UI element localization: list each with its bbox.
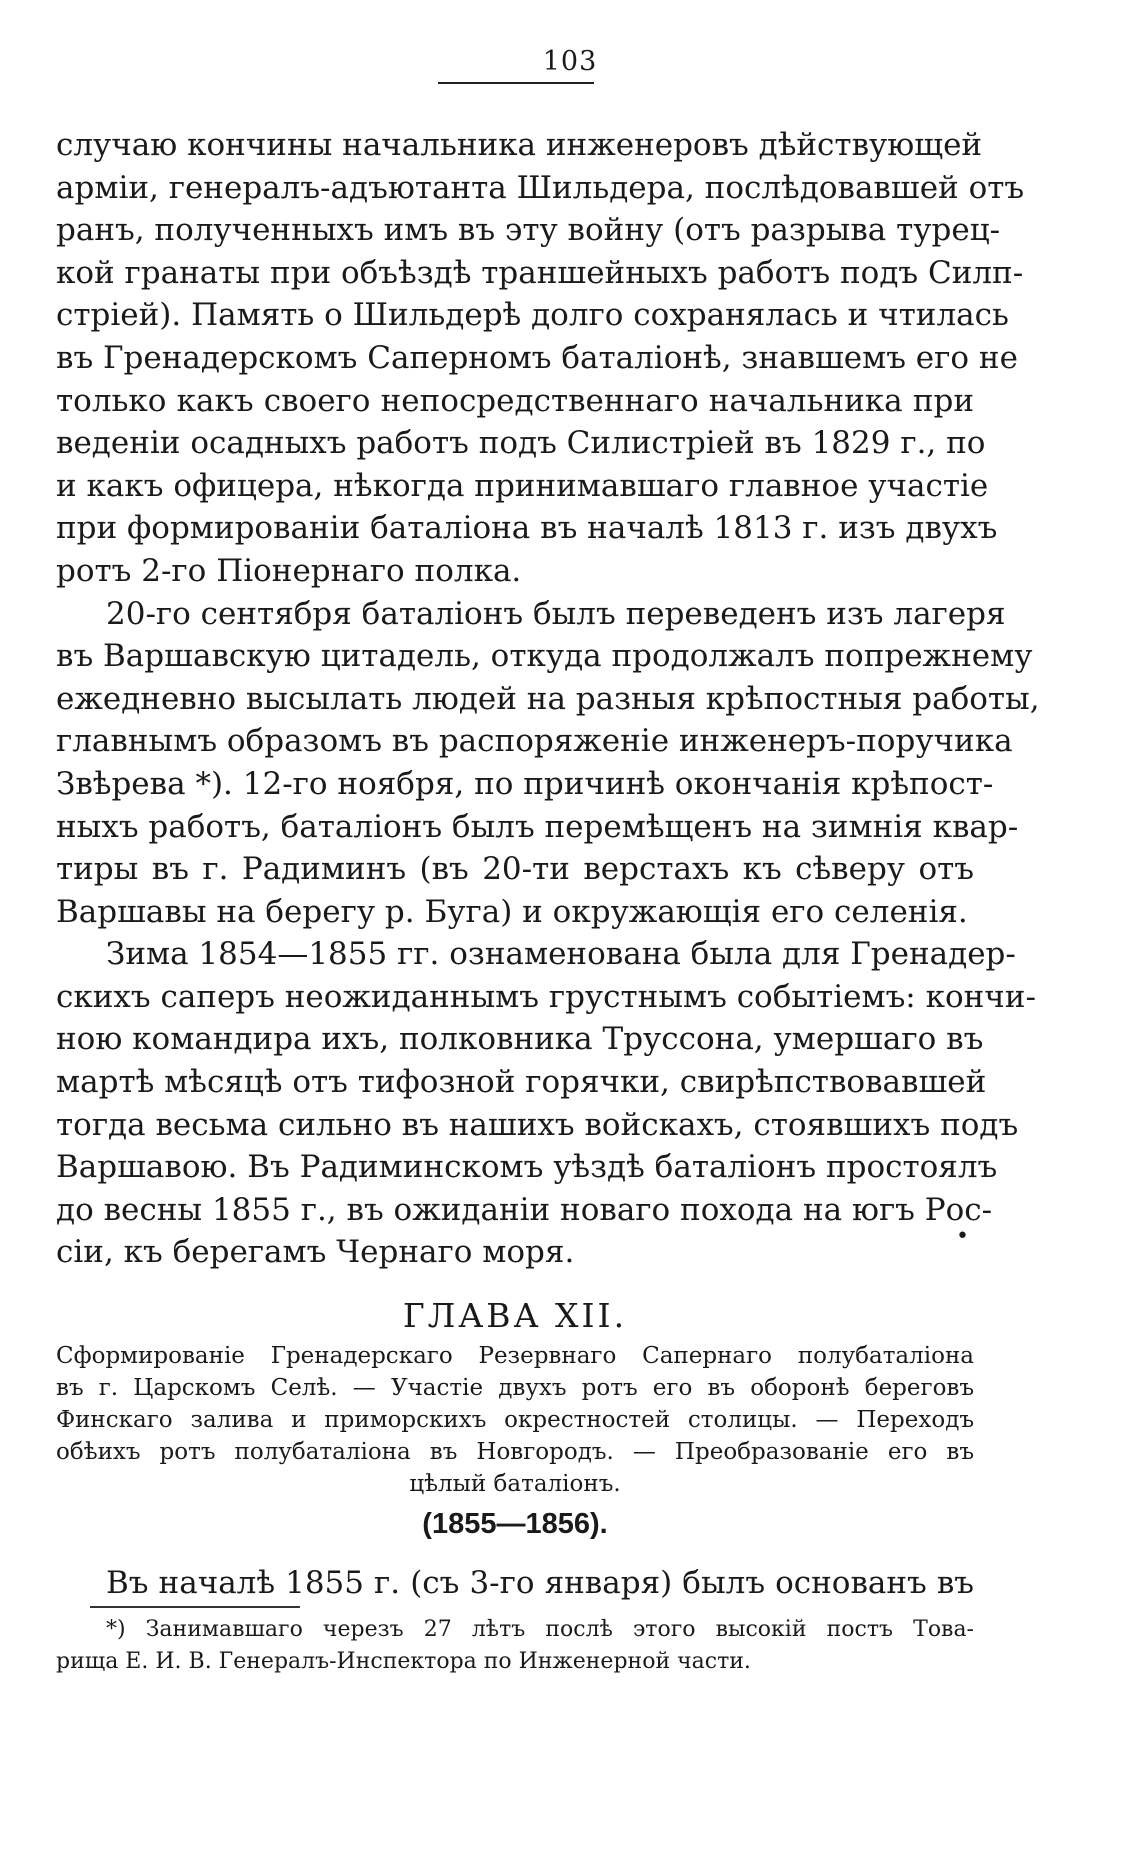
text-line: Варшавы на берегу р. Буга) и окружающія его селенія. — [56, 893, 968, 930]
text-line: Въ началѣ 1855 г. (съ 3-го января) былъ основанъ въ — [106, 1565, 974, 1601]
text-line: сіи, къ берегамъ Чернаго моря. — [56, 1234, 575, 1271]
summary-line: Сформированіе Гренадерскаго Резервнаго Сапернаго полубаталіона — [56, 1343, 974, 1369]
text-line: кой гранаты при объѣздѣ траншейныхъ работъ подъ Силп- — [56, 254, 1024, 291]
chapter-years: (1855—1856). — [422, 1508, 608, 1540]
chapter-summary — [56, 1340, 974, 1500]
footnote-rule — [90, 1606, 300, 1608]
text-line: тогда весьма сильно въ нашихъ войскахъ, стоявшихъ подъ — [56, 1106, 1019, 1143]
text-line: ротъ 2-го Піонернаго полка. — [56, 552, 522, 589]
text-line: веденіи осадныхъ работъ подъ Силистріей въ 1829 г., по — [56, 425, 986, 462]
text-line: въ Варшавскую цитадель, откуда продолжалъ попрежнему — [56, 638, 1033, 675]
text-line: арміи, генералъ-адъютанта Шильдера, послѣдовавшей отъ — [56, 169, 1025, 206]
text-line: мартѣ мѣсяцѣ отъ тифозной горячки, свирѣпствовавшей — [56, 1064, 987, 1101]
footnote — [56, 1614, 974, 1678]
footnote-line: рища Е. И. В. Генералъ-Инспектора по Инженерной части. — [56, 1649, 751, 1674]
text-line: Зима 1854—1855 гг. ознаменована была для Гренадер- — [106, 936, 1016, 973]
text-line: скихъ саперъ неожиданнымъ грустнымъ событіемъ: кончи- — [56, 978, 1036, 1015]
text-line: въ Гренадерскомъ Саперномъ баталіонѣ, знавшемъ его не — [56, 339, 1018, 376]
body-text — [56, 124, 1040, 1274]
text-line: случаю кончины начальника инженеровъ дѣйствующей — [56, 127, 983, 163]
text-line: тиры въ г. Радиминъ (въ 20-ти верстахъ къ сѣверу отъ — [56, 851, 974, 888]
summary-line: въ г. Царскомъ Селѣ. — Участіе двухъ ротъ его въ оборонѣ береговъ — [56, 1375, 974, 1401]
footnote-line: *) Занимавшаго черезъ 27 лѣтъ послѣ этого высокій постъ Това- — [106, 1617, 974, 1642]
text-line: Варшавою. Въ Радиминскомъ уѣздѣ баталіонъ простоялъ — [56, 1149, 998, 1186]
summary-line: цѣлый баталіонъ. — [409, 1471, 621, 1497]
paragraph-2 — [56, 593, 1040, 934]
text-line: и какъ офицера, нѣкогда принимавшаго главное участіе — [56, 467, 989, 504]
summary-line: Финскаго залива и приморскихъ окрестностей столицы. — Переходъ — [56, 1407, 974, 1433]
text-line: ранъ, полученныхъ имъ въ эту войну (отъ разрыва турец- — [56, 212, 1001, 249]
text-line: стріей). Память о Шильдерѣ долго сохранялась и чтилась — [56, 297, 1009, 334]
text-line: ныхъ работъ, баталіонъ былъ перемѣщенъ на зимнія квар- — [56, 808, 1019, 845]
text-line: только какъ своего непосредственнаго начальника при — [56, 382, 974, 419]
text-line: Звѣрева *). 12-го ноября, по причинѣ окончанія крѣпост- — [56, 765, 994, 802]
text-line: до весны 1855 г., въ ожиданіи новаго похода на югъ Рос- — [56, 1191, 993, 1228]
stray-ink-mark: • — [956, 1224, 969, 1249]
text-line: ежедневно высылать людей на разныя крѣпостныя работы, — [56, 680, 1040, 717]
chapter-title: ГЛАВА XII. — [402, 1296, 628, 1335]
text-line: ною командира ихъ, полковника Труссона, умершаго въ — [56, 1021, 984, 1058]
summary-line: обѣихъ ротъ полубаталіона въ Новгородъ. — Преобразованіе его въ — [56, 1439, 974, 1465]
text-line: главнымъ образомъ въ распоряженіе инженеръ-поручика — [56, 723, 1013, 760]
page-number: 103 — [542, 46, 598, 77]
text-line: 20-го сентября баталіонъ былъ переведенъ изъ лагеря — [106, 595, 1006, 632]
opening-paragraph — [56, 1562, 974, 1604]
header-rule — [438, 82, 594, 84]
text-line: при формированіи баталіона въ началѣ 1813 г. изъ двухъ — [56, 510, 998, 547]
paragraph-3 — [56, 933, 1036, 1274]
paragraph-1 — [56, 124, 1025, 593]
